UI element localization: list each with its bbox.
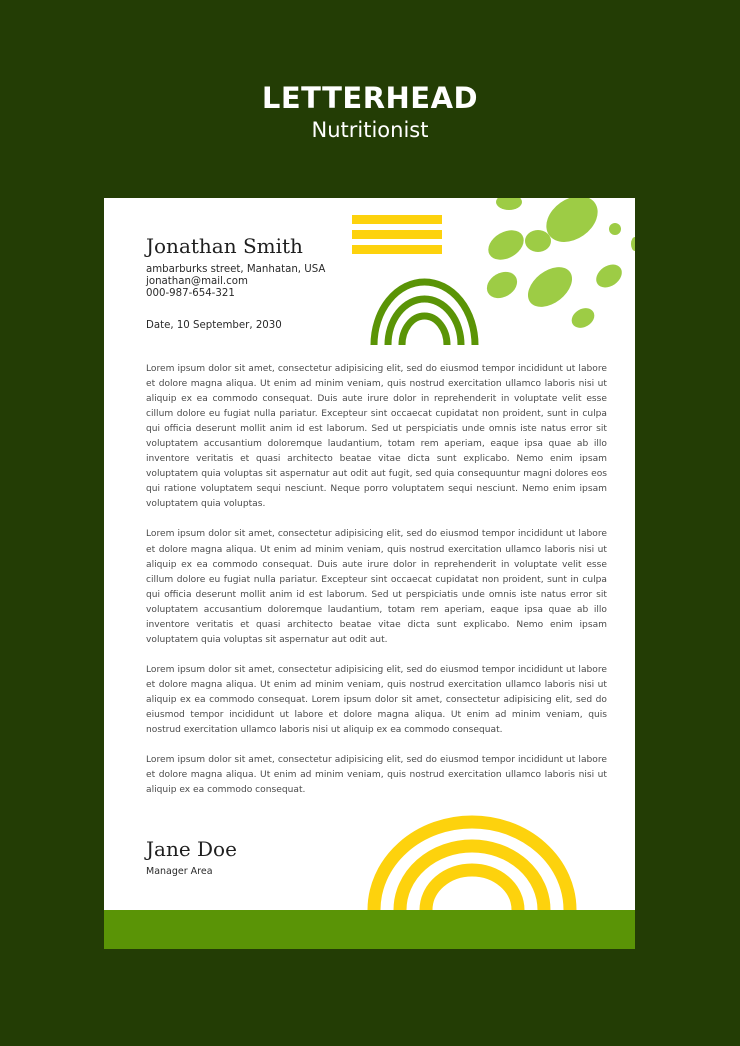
sender-phone: 000-987-654-321 <box>146 287 235 299</box>
green-blobs-icon <box>482 198 635 332</box>
yellow-stripe-icon <box>352 215 442 224</box>
sender-email: jonathan@mail.com <box>146 275 248 287</box>
page-subtitle: Nutritionist <box>311 118 429 142</box>
yellow-stripe-icon <box>352 245 442 254</box>
body-paragraph: Lorem ipsum dolor sit amet, consectetur adipisicing elit, sed do eiusmod tempor incididunt ut labore et dolore magna aliqua. Ut enim ad minim veniam, quis nostrud exercitation ullamco laboris nisi ut aliquip ex ea commodo consequat. Duis aute irure dolor in reprehenderit in voluptate velit esse cillum dolore eu fugiat nulla pariatur. Excepteur sint occaecat cupidatat non proident, sunt in culpa qui officia deserunt mollit anim id est laborum. Sed ut perspiciatis unde omnis iste natus error sit voluptatem accusantium doloremque laudantium, totam rem aperiam, eaque ipsa quae ab illo inventore veritatis et quasi architecto beatae vitae dicta sunt explicabo. Nemo enim ipsam voluptatem quia voluptas sit aspernatur aut odit aut. <box>146 529 607 645</box>
sender-name: Jonathan Smith <box>146 234 303 258</box>
green-rainbow-icon <box>374 282 475 345</box>
contact-block <box>146 264 325 299</box>
letter-body <box>146 362 607 813</box>
footer-band <box>104 910 635 949</box>
sender-address: ambarburks street, Manhatan, USA <box>146 264 326 275</box>
letterhead-page <box>104 198 635 949</box>
signer-name: Jane Doe <box>146 837 237 861</box>
body-paragraph: Lorem ipsum dolor sit amet, consectetur adipisicing elit, sed do eiusmod tempor incididunt ut labore et dolore magna aliqua. Ut enim ad minim veniam, quis nostrud exercitation ullamco laboris nisi ut aliquip ex ea commodo consequat. Duis aute irure dolor in reprehenderit in voluptate velit esse cillum dolore eu fugiat nulla pariatur. Excepteur sint occaecat cupidatat non proident, sunt in culpa qui officia deserunt mollit anim id est laborum. Sed ut perspiciatis unde omnis iste natus error sit voluptatem accusantium doloremque laudantium, totam rem aperiam, eaque ipsa quae ab illo inventore veritatis et quasi architecto beatae vitae dicta sunt explicabo. Nemo enim ipsam voluptatem quia voluptas sit aspernatur aut odit aut fugit, sed quia consequuntur magni dolores eos qui ratione voluptatem sequi nesciunt. Neque porro voluptatem sequi nesciunt. Nemo enim ipsam voluptatem quia voluptas. <box>146 364 607 510</box>
yellow-stripe-icon <box>352 230 442 239</box>
signer-role: Manager Area <box>146 866 213 877</box>
body-paragraph: Lorem ipsum dolor sit amet, consectetur adipisicing elit, sed do eiusmod tempor incididunt ut labore et dolore magna aliqua. Ut enim ad minim veniam, quis nostrud exercitation ullamco laboris nisi ut aliquip ex ea commodo consequat. <box>146 755 607 796</box>
letter-date: Date, 10 September, 2030 <box>146 320 282 331</box>
yellow-rainbow-icon <box>374 822 570 910</box>
body-paragraph: Lorem ipsum dolor sit amet, consectetur adipisicing elit, sed do eiusmod tempor incididunt ut labore et dolore magna aliqua. Ut enim ad minim veniam, quis nostrud exercitation ullamco laboris nisi ut aliquip ex ea commodo consequat. Lorem ipsum dolor sit amet, consectetur adipisicing elit, sed do eiusmod tempor incididunt ut labore et dolore magna aliqua. Ut enim ad minim veniam, quis nostrud exercitation ullamco laboris nisi ut aliquip ex ea commodo consequat. <box>146 664 607 736</box>
page-title: LETTERHEAD <box>261 81 479 115</box>
